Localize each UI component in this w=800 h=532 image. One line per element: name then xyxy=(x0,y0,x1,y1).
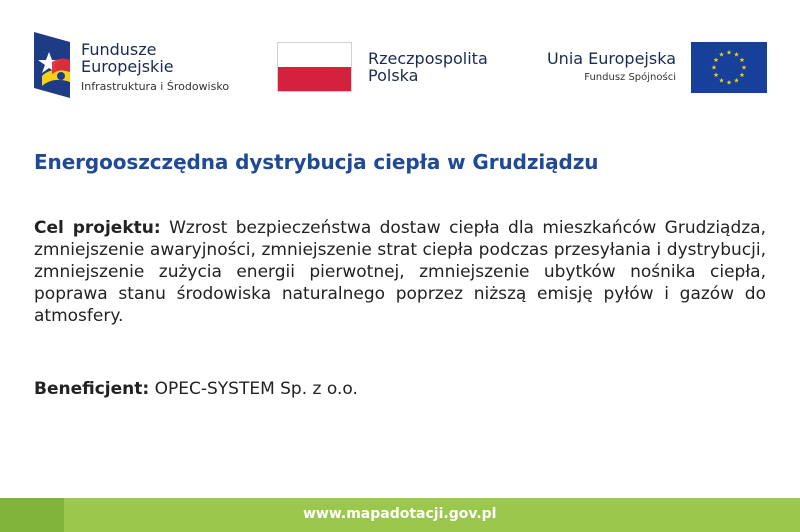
eu-title: Unia Europejska xyxy=(546,49,676,68)
beneficiary xyxy=(34,378,358,400)
logo-bar xyxy=(0,30,800,110)
footer-bar xyxy=(0,498,800,532)
beneficiary-label: Beneficjent: xyxy=(34,379,150,399)
fe-subtitle: Infrastruktura i Środowisko xyxy=(81,80,230,93)
unia-europejska-text xyxy=(544,50,676,83)
footer-accent xyxy=(0,498,64,532)
beneficiary-value: OPEC-SYSTEM Sp. z o.o. xyxy=(154,379,358,399)
goal-label: Cel projektu: xyxy=(34,218,161,238)
project-goal xyxy=(34,217,766,327)
project-title: Energooszczędna dystrybucja ciepła w Grudziądzu xyxy=(34,150,599,174)
fe-title-line1: Fundusze xyxy=(81,40,157,59)
eu-flag-icon xyxy=(691,42,767,93)
fundusze-europejskie-text xyxy=(81,41,229,93)
polish-flag-icon xyxy=(277,42,352,92)
pl-line2: Polska xyxy=(368,66,419,85)
eu-subtitle: Fundusz Spójności xyxy=(584,72,676,83)
footer-url-link[interactable]: www.mapadotacji.gov.pl xyxy=(303,506,497,522)
fe-title-line2: Europejskie xyxy=(81,57,174,76)
fundusze-europejskie-logo-icon xyxy=(34,32,70,98)
goal-text: Wzrost bezpieczeństwa dostaw ciepła dla mieszkańców Grudziądza, zmniejszenie awaryjności, zmniejszenie strat ciepła podczas przesyłania i dystrybucji, zmniejszenie zużycia energii pierwotnej, zmniejszenie ubytków nośnika ciepła, poprawa stanu środowiska naturalnego poprzez niższą emisję pyłów i gazów do atmosfery. xyxy=(34,218,766,326)
pl-line1: Rzeczpospolita xyxy=(368,49,488,68)
rzeczpospolita-polska-text xyxy=(368,50,488,84)
